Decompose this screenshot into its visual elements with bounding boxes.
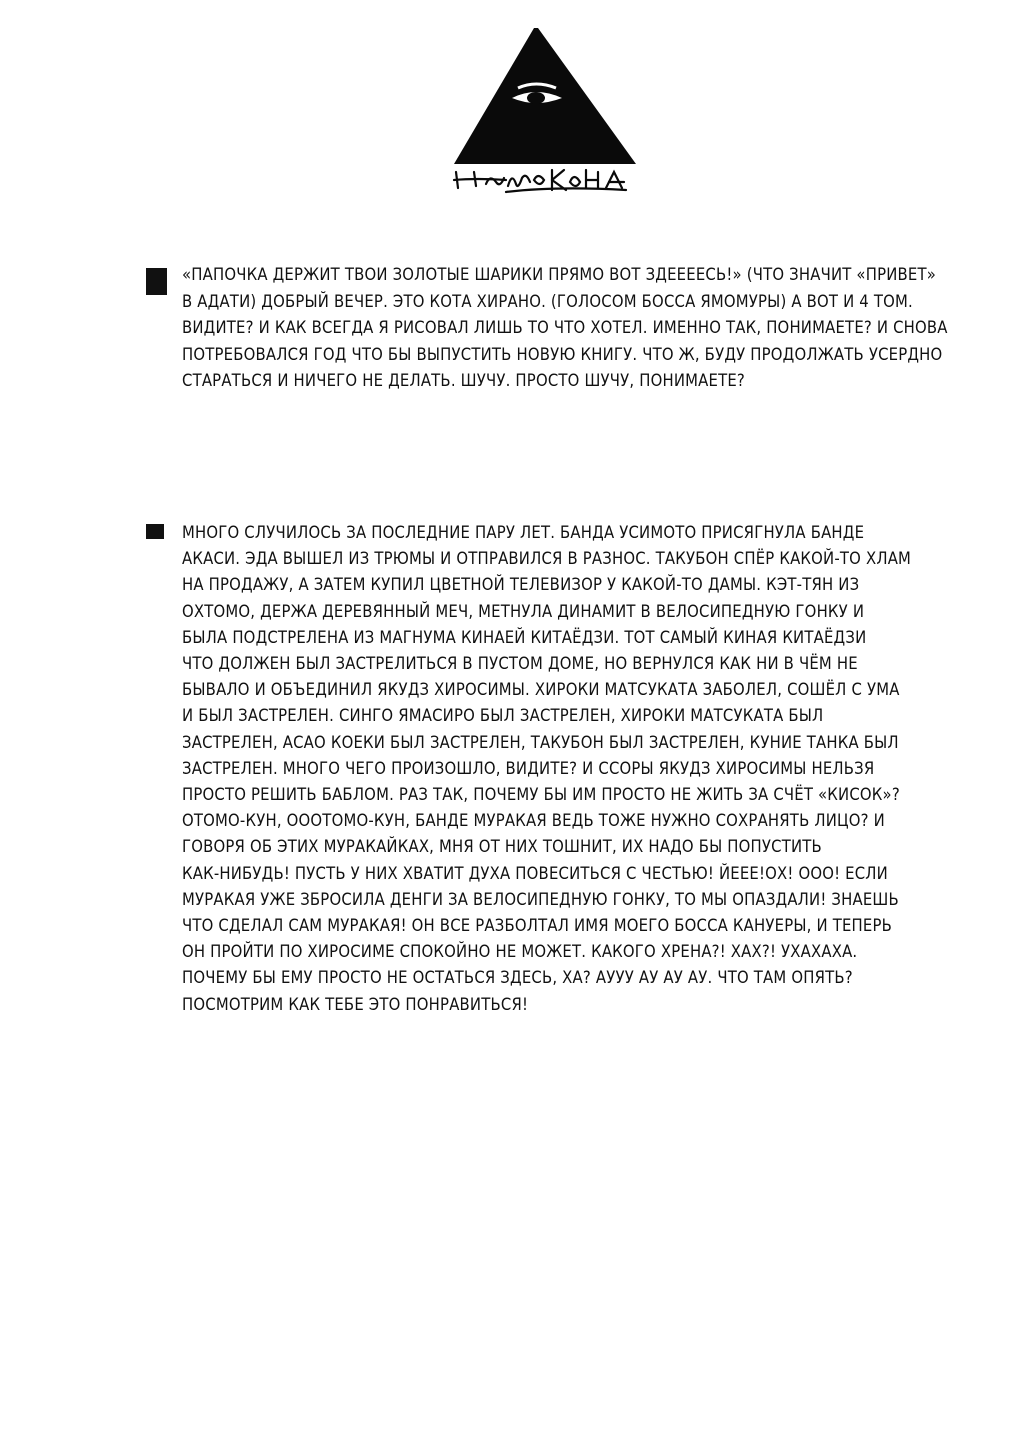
note-line: СТАРАТЬСЯ И НИЧЕГО НЕ ДЕЛАТЬ. ШУЧУ. ПРОСТО ШУЧУ, ПОНИМАЕТЕ? — [182, 371, 746, 390]
note-line: ЗАСТРЕЛЕН, АСАО КОЕКИ БЫЛ ЗАСТРЕЛЕН, ТАКУБОН БЫЛ ЗАСТРЕЛЕН, КУНИЕ ТАНКА БЫЛ — [182, 732, 899, 752]
note-line: ЧТО СДЕЛАЛ САМ МУРАКАЯ! ОН ВСЕ РАЗБОЛТАЛ ИМЯ МОЕГО БОССА КАНУЕРЫ, И ТЕПЕРЬ — [182, 916, 893, 936]
note-text-block — [182, 262, 946, 395]
note-line: ОН ПРОЙТИ ПО ХИРОСИМЕ СПОКОЙНО НЕ МОЖЕТ. КАКОГО ХРЕНА?! ХАХ?! УХАХАХА. — [182, 942, 858, 962]
note-line: ОХТОМО, ДЕРЖА ДЕРЕВЯННЫЙ МЕЧ, МЕТНУЛА ДИНАМИТ В ВЕЛОСИПЕДНУЮ ГОНКУ И — [182, 601, 865, 621]
note-line: «ПАПОЧКА ДЕРЖИТ ТВОИ ЗОЛОТЫЕ ШАРИКИ ПРЯМО ВОТ ЗДЕЕЕЕСЬ!» (ЧТО ЗНАЧИТ «ПРИВЕТ» — [182, 265, 937, 284]
note-line: НА ПРОДАЖУ, А ЗАТЕМ КУПИЛ ЦВЕТНОЙ ТЕЛЕВИЗОР У КАКОЙ-ТО ДАМЫ. КЭТ-ТЯН ИЗ — [182, 575, 860, 595]
note-line: ЗАСТРЕЛЕН. МНОГО ЧЕГО ПРОИЗОШЛО, ВИДИТЕ? И ССОРЫ ЯКУДЗ ХИРОСИМЫ НЕЛЬЗЯ — [182, 758, 875, 778]
note-line: ПОЧЕМУ БЫ ЕМУ ПРОСТО НЕ ОСТАТЬСЯ ЗДЕСЬ, ХА? АУУУ АУ АУ АУ. ЧТО ТАМ ОПЯТЬ? — [182, 968, 853, 988]
note-line: И БЫЛ ЗАСТРЕЛЕН. СИНГО ЯМАСИРО БЫЛ ЗАСТРЕЛЕН, ХИРОКИ МАТСУКАТА БЫЛ — [182, 706, 824, 726]
note-line: АКАСИ. ЭДА ВЫШЕЛ ИЗ ТРЮМЫ И ОТПРАВИЛСЯ В РАЗНОС. ТАКУБОН СПЁР КАКОЙ-ТО ХЛАМ — [182, 549, 912, 569]
note-line: В АДАТИ) ДОБРЫЙ ВЕЧЕР. ЭТО КОТА ХИРАНО. (ГОЛОСОМ БОССА ЯМОМУРЫ) А ВОТ И 4 ТОМ. — [182, 291, 913, 311]
note-line: БЫВАЛО И ОБЪЕДИНИЛ ЯКУДЗ ХИРОСИМЫ. ХИРОКИ МАТСУКАТА ЗАБОЛЕЛ, СОШЁЛ С УМА — [182, 680, 900, 700]
note-line: ВИДИТЕ? И КАК ВСЕГДА Я РИСОВАЛ ЛИШЬ ТО ЧТО ХОТЕЛ. ИМЕННО ТАК, ПОНИМАЕТЕ? И СНОВА — [182, 318, 948, 337]
author-note-1 — [146, 262, 946, 395]
note-line: ПОСМОТРИМ КАК ТЕБЕ ЭТО ПОНРАВИТЬСЯ! — [182, 994, 529, 1014]
note-bullet-marker — [146, 524, 164, 539]
note-line: ОТОМО-КУН, ОООТОМО-КУН, БАНДЕ МУРАКАЯ ВЕДЬ ТОЖЕ НУЖНО СОХРАНЯТЬ ЛИЦО? И — [182, 811, 885, 831]
author-logo — [446, 22, 646, 198]
author-note-2 — [146, 520, 946, 1018]
note-line: ЧТО ДОЛЖЕН БЫЛ ЗАСТРЕЛИТЬСЯ В ПУСТОМ ДОМЕ, НО ВЕРНУЛСЯ КАК НИ В ЧЁМ НЕ — [182, 654, 858, 674]
note-line: ГОВОРЯ ОБ ЭТИХ МУРАКАЙКАХ, МНЯ ОТ НИХ ТОШНИТ, ИХ НАДО БЫ ПОПУСТИТЬ — [182, 837, 822, 857]
note-line: МНОГО СЛУЧИЛОСЬ ЗА ПОСЛЕДНИЕ ПАРУ ЛЕТ. БАНДА УСИМОТО ПРИСЯГНУЛА БАНДЕ — [182, 523, 865, 542]
signature-graphic — [454, 170, 626, 192]
all-seeing-eye-pyramid-icon — [446, 22, 646, 198]
note-line: ПРОСТО РЕШИТЬ БАБЛОМ. РАЗ ТАК, ПОЧЕМУ БЫ ИМ ПРОСТО НЕ ЖИТЬ ЗА СЧЁТ «КИСОК»? — [182, 785, 900, 805]
note-bullet-marker — [146, 268, 167, 295]
note-line: МУРАКАЯ УЖЕ ЗБРОСИЛА ДЕНГИ ЗА ВЕЛОСИПЕДНУЮ ГОНКУ, ТО МЫ ОПАЗДАЛИ! ЗНАЕШЬ — [182, 889, 899, 909]
note-line: КАК-НИБУДЬ! ПУСТЬ У НИХ ХВАТИТ ДУХА ПОВЕСИТЬСЯ С ЧЕСТЬЮ! ЙЕЕЕ!ОХ! ООО! ЕСЛИ — [182, 863, 888, 883]
note-text-block — [182, 520, 946, 1018]
note-line: БЫЛА ПОДСТРЕЛЕНА ИЗ МАГНУМА КИНАЕЙ КИТАЁДЗИ. ТОТ САМЫЙ КИНАЯ КИТАЁДЗИ — [182, 627, 867, 647]
note-line: ПОТРЕБОВАЛСЯ ГОД ЧТО БЫ ВЫПУСТИТЬ НОВУЮ КНИГУ. ЧТО Ж, БУДУ ПРОДОЛЖАТЬ УСЕРДНО — [182, 344, 943, 364]
